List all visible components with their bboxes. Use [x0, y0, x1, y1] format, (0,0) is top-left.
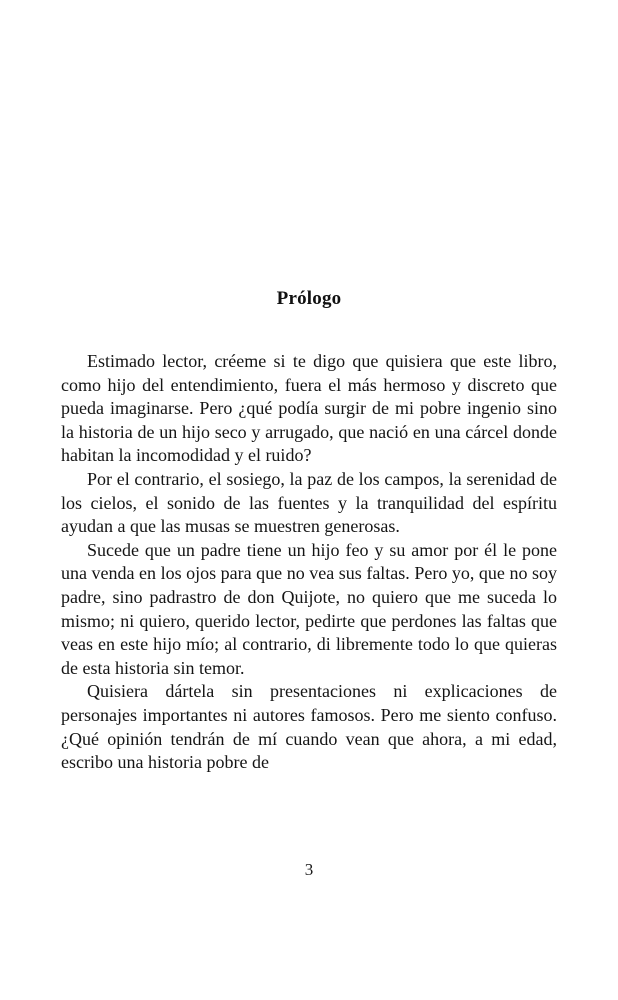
paragraph: Estimado lector, créeme si te digo que quisiera que este libro, como hijo del entendimiento, fuera el más hermoso y discreto que pueda imaginarse. Pero ¿qué podía surgir de mi pobre ingenio sino la historia de un hijo seco y arrugado, que nació en una cárcel donde habitan la incomodidad y el ruido? [61, 351, 557, 466]
body-text [61, 350, 557, 775]
paragraph: Por el contrario, el sosiego, la paz de los campos, la serenidad de los cielos, el sonido de las fuentes y la tranquilidad del espíritu ayudan a que las musas se muestren generosas. [61, 468, 557, 537]
chapter-title: Prólogo [276, 288, 342, 309]
paragraph: Sucede que un padre tiene un hijo feo y su amor por él le pone una venda en los ojos para que no vea sus faltas. Pero yo, que no soy padre, sino padrastro de don Quijote, no quiero que me suceda lo mismo; ni quiero, querido lector, pedirte que perdones las faltas que veas en este hijo mío; al contrario, di libremente todo lo que quieras de esta historia sin temor. [61, 539, 557, 678]
paragraph: Quisiera dártela sin presentaciones ni explicaciones de personajes importantes ni autores famosos. Pero me siento confuso. ¿Qué opinión tendrán de mí cuando vean que ahora, a mi edad, escribo una historia pobre de [61, 681, 557, 773]
page-number: 3 [304, 860, 314, 879]
